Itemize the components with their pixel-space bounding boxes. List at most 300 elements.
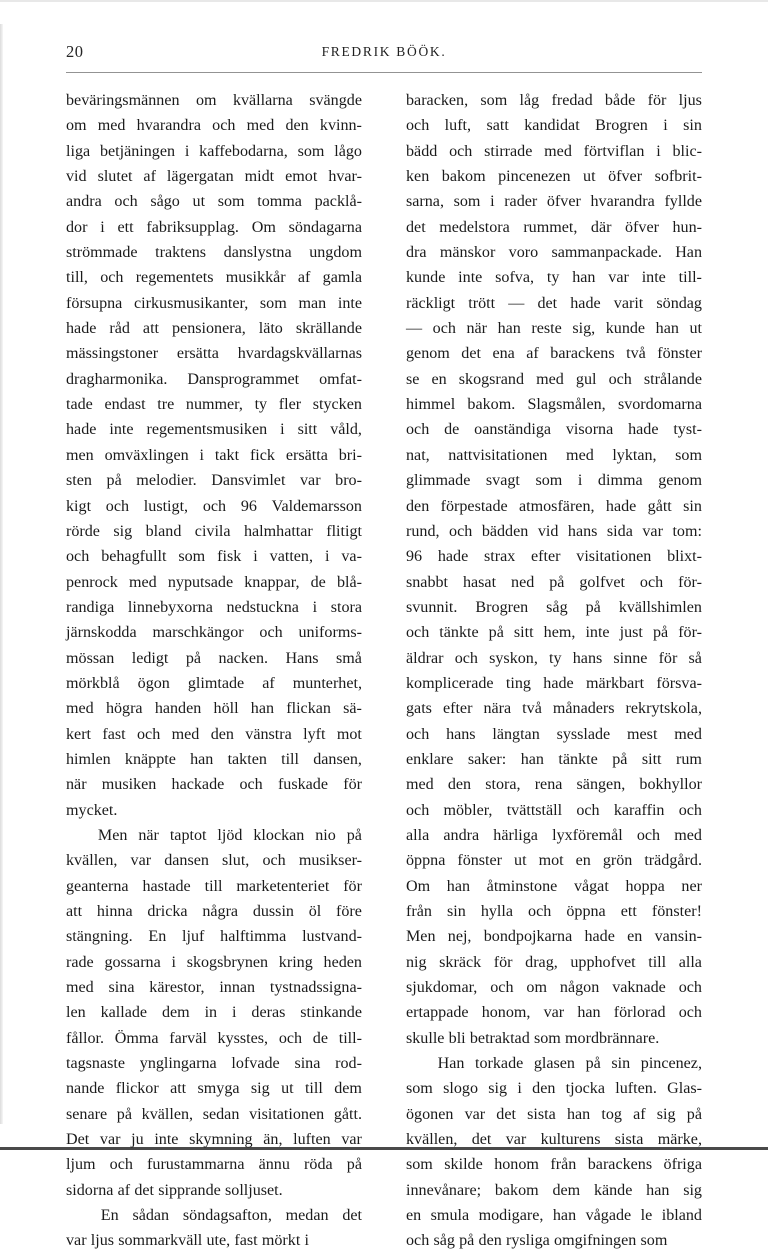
word: och <box>259 624 283 642</box>
word: gått. <box>333 1105 362 1123</box>
word: den <box>532 1080 556 1098</box>
word: månaders <box>552 700 615 718</box>
word: lyktan, <box>612 446 657 464</box>
word: fast <box>102 725 126 743</box>
word: som <box>259 294 287 312</box>
text-line <box>406 341 702 366</box>
word: lofvade <box>231 1055 280 1073</box>
word: kysstes, <box>217 1029 269 1047</box>
text-line <box>66 570 362 595</box>
word: låg <box>519 92 540 109</box>
word: Slagsmålen, <box>527 396 606 414</box>
word: enklare <box>406 750 454 768</box>
word: hinna <box>96 903 133 920</box>
word: golfvet <box>579 573 625 591</box>
text-line <box>66 924 362 949</box>
word: längtan <box>492 725 540 743</box>
word: om <box>66 117 87 135</box>
word: senare <box>66 1105 108 1123</box>
word: 96 <box>240 497 257 515</box>
word: sig <box>488 1080 508 1098</box>
word: när <box>466 320 488 338</box>
word: ty <box>549 649 562 667</box>
text-line <box>406 696 702 721</box>
word: söndagsafton, <box>182 1207 272 1225</box>
word: hade <box>66 421 97 439</box>
word: ut <box>281 1080 294 1098</box>
word: klockan <box>253 826 305 844</box>
word: visitationen <box>576 548 652 566</box>
word: och <box>490 979 514 997</box>
word: tystnadssigna- <box>269 979 362 997</box>
word: sedan <box>202 1105 240 1123</box>
word: randiga <box>66 598 115 616</box>
text-line <box>406 1203 702 1228</box>
word: dor <box>66 218 88 236</box>
word: öfriga <box>663 1156 702 1174</box>
word: beväringsmännen <box>66 92 180 109</box>
word: hastade <box>142 877 191 895</box>
word: råd <box>109 320 130 338</box>
word: af <box>143 168 156 186</box>
word: ynglingarna <box>139 1055 217 1073</box>
text-line <box>66 417 362 442</box>
word: kaffebodarna, <box>199 142 288 160</box>
word: innan <box>219 979 256 997</box>
word: öl <box>308 903 322 920</box>
word: genom <box>658 472 702 490</box>
word: stora, <box>485 776 521 794</box>
word: och <box>639 573 664 591</box>
word: komplicerade <box>406 674 494 692</box>
word: kvällshimlen <box>618 598 702 616</box>
word: dansen, <box>313 750 362 768</box>
text-line <box>406 747 702 772</box>
word: tänkte <box>558 750 598 768</box>
word: inte <box>337 294 362 312</box>
word: tagsnaste <box>66 1055 125 1073</box>
word: på <box>106 472 122 490</box>
word: och <box>678 801 702 819</box>
word: ett <box>117 218 134 236</box>
text-line <box>406 88 702 113</box>
word: vansin- <box>654 928 702 946</box>
word: Om <box>406 877 431 895</box>
word: hasat <box>462 573 497 591</box>
word: var <box>341 1131 362 1149</box>
text-line <box>406 899 702 924</box>
word: öfver <box>625 218 659 236</box>
scan-edge-top <box>0 0 768 2</box>
word: knäppte <box>124 750 176 768</box>
word: rummet, <box>523 218 578 236</box>
word: märkbart <box>585 674 645 692</box>
word: och <box>678 979 702 997</box>
word: och <box>528 903 552 920</box>
word: och <box>137 725 161 743</box>
word: midt <box>244 168 275 186</box>
word: gul <box>575 370 597 388</box>
paragraph-indent <box>66 823 87 848</box>
word: drag, <box>525 953 558 971</box>
word: Ömma <box>114 1029 159 1047</box>
word: och <box>212 117 236 135</box>
word: en <box>431 370 447 388</box>
word: fabriksupplag. <box>146 218 239 236</box>
word: bondpojkarna <box>483 928 573 946</box>
word: på <box>116 1105 132 1123</box>
word: lyxföremål <box>552 826 623 844</box>
word: inte <box>109 421 134 439</box>
word: i <box>577 472 583 490</box>
word: munterhet, <box>292 674 362 692</box>
text-line <box>66 823 362 848</box>
word: sammanpackade. <box>551 244 662 262</box>
word: sinne <box>613 649 648 667</box>
paragraph-indent <box>66 1203 87 1228</box>
word: han <box>446 877 471 895</box>
word: läto <box>258 320 283 338</box>
word: voro <box>508 244 539 262</box>
word: och <box>454 649 478 667</box>
word: fuskade <box>277 776 329 794</box>
text-line <box>406 544 702 569</box>
word: två <box>522 700 542 718</box>
word: glimtade <box>187 674 245 692</box>
word: och <box>66 548 90 566</box>
word: på <box>652 624 669 642</box>
word: inte <box>458 269 483 287</box>
word: och <box>105 497 130 515</box>
word: melodier. <box>136 472 197 490</box>
word: — <box>406 320 423 338</box>
word: försva- <box>656 674 702 692</box>
text-line <box>406 1152 702 1177</box>
word: nat, <box>406 446 430 464</box>
word: hvar- <box>328 168 362 186</box>
word: Han <box>437 1055 465 1073</box>
word: Valdemarsson <box>271 497 362 515</box>
text-line <box>406 1127 702 1152</box>
word: röda <box>304 1156 333 1174</box>
word: ersätta <box>285 446 328 464</box>
word: en <box>575 852 591 870</box>
text-line <box>66 848 362 873</box>
word: öfver <box>608 168 643 186</box>
word: knappar, <box>244 573 300 591</box>
word: bro- <box>335 472 362 490</box>
word: förpestade <box>440 497 508 515</box>
word: flickor <box>115 1080 159 1098</box>
word: möbler, <box>443 801 493 819</box>
word: hoppa <box>625 877 665 895</box>
word: och <box>262 852 286 870</box>
word: vaknade <box>612 979 666 997</box>
word: halmhattar <box>243 522 313 540</box>
text-line <box>406 1178 702 1203</box>
text-line: mycket. <box>66 801 118 819</box>
word: åtminstone <box>486 877 558 895</box>
word: med <box>66 979 94 997</box>
word: nära <box>483 700 512 718</box>
word: strömmade <box>66 244 138 262</box>
word: fisk <box>217 548 242 566</box>
word: lägergatan <box>166 168 234 186</box>
word: En <box>148 928 167 946</box>
word: ersätta <box>176 345 219 363</box>
word: sin <box>683 117 702 135</box>
word: Dansvimlet <box>211 472 286 490</box>
word: han <box>190 750 214 768</box>
word: lyft <box>303 725 326 743</box>
word: hade <box>570 294 601 312</box>
word: takten <box>227 750 267 768</box>
word: endast <box>104 396 146 414</box>
word: sig <box>656 1105 676 1123</box>
word: men <box>66 446 94 464</box>
word: ögon <box>137 674 170 692</box>
word: för <box>658 649 678 667</box>
word: ut <box>514 852 527 870</box>
word: rader <box>504 193 538 211</box>
word: det <box>537 294 558 312</box>
word: var <box>642 522 663 540</box>
word: kvällen, <box>66 852 118 870</box>
word: öfver <box>546 193 581 211</box>
word: oanständiga <box>474 421 552 439</box>
word: civila <box>194 522 231 540</box>
word: nyputsade <box>167 573 234 591</box>
text-line <box>406 772 702 797</box>
word: höll <box>213 700 239 718</box>
word: lustigt, <box>143 497 189 515</box>
word: pincenezen <box>498 168 571 186</box>
word: hade <box>437 548 469 566</box>
word: som <box>535 472 563 490</box>
word: till <box>304 1080 323 1098</box>
word: sitt <box>641 750 662 768</box>
word: som <box>178 548 206 566</box>
word: med <box>171 725 200 743</box>
word: på <box>346 1156 362 1174</box>
word: tyst- <box>673 421 702 439</box>
word: omväxlingen <box>104 446 189 464</box>
word: glasen <box>533 1055 575 1073</box>
word: himlen <box>66 750 111 768</box>
word: två <box>626 345 646 363</box>
word: och <box>449 142 473 160</box>
word: den <box>285 117 309 135</box>
word: kvällen, <box>406 1131 458 1149</box>
word: luften. <box>615 1080 657 1098</box>
word: från <box>550 1156 577 1174</box>
text-line <box>66 696 362 721</box>
text-line <box>66 1152 362 1177</box>
word: i <box>199 446 205 464</box>
paragraph-indent <box>406 1051 427 1076</box>
text-line <box>406 595 702 620</box>
text-line <box>406 874 702 899</box>
word: Men <box>97 826 128 844</box>
word: vatten, <box>269 548 314 566</box>
word: och <box>576 801 600 819</box>
word: uniforms- <box>298 624 362 642</box>
word: ty <box>254 396 268 414</box>
word: snabbt <box>406 573 449 591</box>
word: hem, <box>543 624 576 642</box>
text-line <box>406 291 702 316</box>
word: sina <box>108 979 135 997</box>
text-line <box>66 265 362 290</box>
word: se <box>406 370 420 388</box>
word: var <box>130 852 152 870</box>
word: han <box>497 320 521 338</box>
word: med <box>406 776 434 794</box>
word: honom, <box>481 1004 531 1022</box>
word: ett <box>620 903 637 920</box>
word: hans <box>567 522 598 540</box>
word: och <box>100 269 124 287</box>
text-line: var ljus sommarkväll ute, fast mörkt i <box>66 1232 310 1250</box>
word: för <box>647 92 667 109</box>
text-line <box>66 1026 362 1051</box>
word: luft, <box>444 117 472 135</box>
word: rade <box>66 953 94 971</box>
word: medan <box>285 1207 329 1225</box>
word: förlorad <box>613 1004 666 1022</box>
word: som <box>453 193 481 211</box>
text-line <box>66 874 362 899</box>
word: som <box>480 92 508 109</box>
word: smula <box>430 1207 470 1225</box>
word: rund, <box>406 522 440 540</box>
word: skogsbrynen <box>186 953 269 971</box>
header-rule <box>66 72 702 73</box>
word: sista <box>614 1131 644 1149</box>
word: efter <box>442 700 473 718</box>
word: stängning. <box>66 928 133 946</box>
word: de <box>310 573 326 591</box>
word: dra <box>406 244 427 262</box>
word: mot <box>336 725 362 743</box>
word: ting <box>505 674 531 692</box>
text-line <box>66 164 362 189</box>
word: som <box>406 1156 433 1174</box>
word: skogsrand <box>458 370 525 388</box>
word: hans <box>572 649 603 667</box>
word: med <box>566 446 594 464</box>
word: med <box>536 370 564 388</box>
word: Hans <box>285 649 319 667</box>
text-line <box>406 265 702 290</box>
word: som <box>217 193 245 211</box>
word: linnebyxorna <box>127 598 213 616</box>
text-line <box>66 722 362 747</box>
word: de <box>312 1029 328 1047</box>
word: öppna <box>566 903 606 920</box>
word: svagt <box>485 472 520 490</box>
word: ut <box>689 320 702 338</box>
word: penrock <box>66 573 118 591</box>
word: sin <box>611 1055 631 1073</box>
word: svunnit. <box>406 598 458 616</box>
word: på <box>346 826 362 844</box>
text-line <box>406 468 702 493</box>
word: — <box>508 294 525 312</box>
word: på <box>488 624 504 642</box>
word: för <box>493 953 513 971</box>
word: kvällarna <box>232 92 293 109</box>
word: i <box>312 598 318 616</box>
word: om <box>526 979 547 997</box>
word: kände <box>593 1181 633 1199</box>
word: ena <box>492 345 515 363</box>
word: glimmade <box>406 472 471 490</box>
word: bakom <box>441 168 486 186</box>
word: bri- <box>338 446 362 464</box>
text-line <box>66 1051 362 1076</box>
word: hvardagskvällarnas <box>237 345 362 363</box>
word: i <box>184 142 190 160</box>
word: att <box>66 903 83 920</box>
word: den <box>406 497 430 515</box>
text-line <box>66 367 362 392</box>
text-line: skulle bli betraktad som mordbrännare. <box>406 1029 660 1047</box>
word: Det <box>66 1131 90 1149</box>
word: hade <box>584 928 615 946</box>
text-line <box>406 215 702 240</box>
word: man <box>298 294 327 312</box>
word: kigt <box>66 497 92 515</box>
text-line <box>66 519 362 544</box>
word: stycken <box>312 396 362 414</box>
word: sig <box>683 1181 702 1199</box>
word: dimma <box>597 472 643 490</box>
word: behagfullt <box>101 548 167 566</box>
text-line <box>66 494 362 519</box>
word: järnskodda <box>66 624 137 642</box>
word: kvinn- <box>319 117 362 135</box>
word: han <box>646 1181 670 1199</box>
text-line <box>66 1076 362 1101</box>
word: den <box>210 725 234 743</box>
word: någon <box>559 979 600 997</box>
word: genom <box>406 345 450 363</box>
text-line <box>66 240 362 265</box>
word: om <box>195 92 217 109</box>
word: marschkängor <box>152 624 244 642</box>
word: smyga <box>197 1080 240 1098</box>
word: vågade <box>585 1207 632 1225</box>
word: i <box>171 953 176 971</box>
word: geanterna <box>66 877 129 895</box>
word: Glas- <box>667 1080 702 1098</box>
word: sin <box>683 497 702 515</box>
word: han <box>520 750 544 768</box>
word: vänstra <box>245 725 292 743</box>
word: inte <box>585 624 610 642</box>
word: som <box>406 1080 433 1098</box>
word: ju <box>131 1131 144 1149</box>
word: med <box>544 142 572 160</box>
text-line <box>406 113 702 138</box>
word: Men <box>406 928 436 946</box>
word: i <box>324 548 330 566</box>
word: 96 <box>406 548 423 566</box>
word: ut <box>583 168 596 186</box>
word: bädd <box>406 142 438 160</box>
word: taptot <box>169 826 207 844</box>
